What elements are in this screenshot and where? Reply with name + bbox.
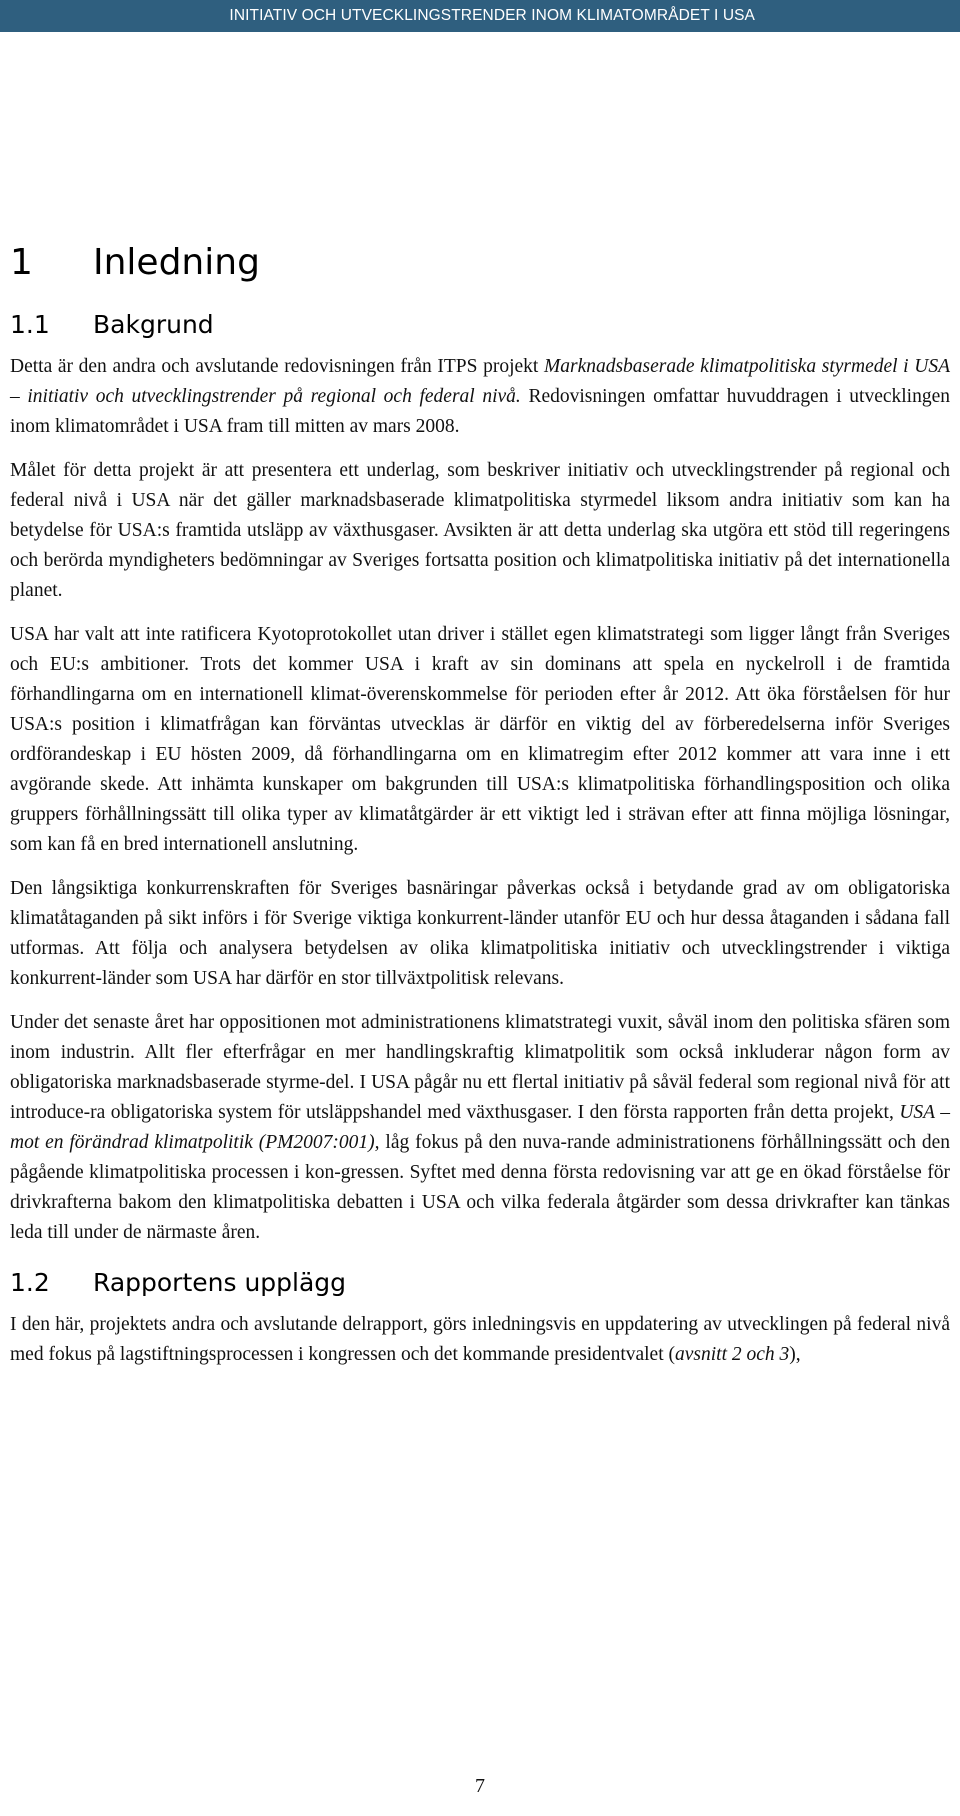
section-number: 1.1 <box>10 310 50 339</box>
section-heading-bakgrund <box>10 308 950 342</box>
paragraph-text: låg fokus på den nuva-rande administrationens förhållningssätt och den pågående klimatpolitiska processen i kon-gressen. Syftet med denna första redovisning var att ge en ökad förståelse för drivkrafterna bakom den klimatpolitiska debatten i USA och vilka federala åtgärder som dessa drivkrafter kan tänkas leda till under de närmaste åren. <box>10 1132 951 1243</box>
chapter-title: Inledning <box>93 242 260 283</box>
running-header-title: INITIATIV OCH UTVECKLINGSTRENDER INOM KLIMATOMRÅDET I USA <box>229 7 755 24</box>
page-content <box>10 240 950 1384</box>
section-reference-italic: avsnitt 2 och 3 <box>675 1344 790 1365</box>
paragraph-text: I den här, projektets andra och avslutande delrapport, görs inledningsvis en uppdatering av utvecklingen på federal nivå med fokus på lagstiftningsprocessen i kongressen och det kommande presidentvalet ( <box>10 1314 950 1365</box>
chapter-heading <box>10 240 950 286</box>
paragraph-text: Redovisningen omfattar huvuddragen i utvecklingen inom klimatområdet i USA fram till mitten av mars 2008. <box>10 386 950 437</box>
project-title-italic: Marknadsbaserade klimatpolitiska styrmedel i USA – initiativ och utvecklingstrender på regional och federal nivå. <box>10 356 950 407</box>
paragraph-text: Under det senaste året har oppositionen mot administrationens klimatstrategi vuxit, såväl inom den politiska sfären som inom industrin. Allt fler efterfrågar en mer handlingskraftig klimatpolitik som också inkluderar någon form av obligatoriska marknadsbaserade styrme-del. I USA pågår nu ett flertal initiativ på såväl federal som regional nivå för att introduce-ra obligatoriska system för utsläppshandel med växthusgaser. I den första rapporten från detta projekt, <box>10 1012 950 1123</box>
running-header-bar <box>0 0 960 32</box>
paragraph-3: USA har valt att inte ratificera Kyotoprotokollet utan driver i stället egen klimatstrategi som ligger långt från Sveriges och EU:s ambitioner. Trots det kommer USA i kraft av sin dominans att spela en nyckelroll i de framtida förhandlingarna om en internationell klimat-överenskommelse för perioden efter år 2012. Att öka förståelsen för hur USA:s position i klimatfrågan kan förväntas utvecklas är därför en viktig del av förberedelserna inför Sveriges ordförandeskap i EU hösten 2009, då förhandlingarna om en klimatregim efter 2012 kommer att vara inne i ett avgörande skede. Att inhämta kunskaper om bakgrunden till USA:s klimatpolitiska förhandlingsposition och olika gruppers förhållningssätt till olika typer av klimatåtgärder är ett viktigt led i strävan efter att finna möjliga lösningar, som kan få en bred internationell anslutning. <box>10 624 950 855</box>
paragraph-text: Detta är den andra och avslutande redovisningen från ITPS projekt <box>10 356 544 377</box>
paragraph-5 <box>10 1008 950 1248</box>
section-number: 1.2 <box>10 1268 50 1297</box>
paragraph-text: ), <box>789 1344 801 1365</box>
paragraph-6 <box>10 1310 950 1370</box>
chapter-number: 1 <box>10 242 33 283</box>
report-reference-italic: USA – mot en förändrad klimatpolitik (PM2007:001), <box>10 1102 950 1153</box>
page-number: 7 <box>475 1775 485 1797</box>
paragraph-1 <box>10 352 950 442</box>
section-title: Rapportens upplägg <box>93 1268 347 1297</box>
paragraph-2: Målet för detta projekt är att presentera ett underlag, som beskriver initiativ och utvecklingstrender på regional och federal nivå i USA när det gäller marknadsbaserade klimatpolitiska styrmedel liksom andra initiativ som kan ha betydelse för USA:s framtida utsläpp av växthusgaser. Avsikten är att detta underlag ska utgöra ett stöd till regeringens och berörda myndigheters bedömningar av Sveriges fortsatta position och klimatpolitiska initiativ på det internationella planet. <box>10 460 950 601</box>
paragraph-4: Den långsiktiga konkurrenskraften för Sveriges basnäringar påverkas också i betydande grad av om obligatoriska klimatåtaganden på sikt införs i för Sverige viktiga konkurrent-länder utanför EU och hur dessa åtaganden i sådana fall utformas. Att följa och analysera betydelsen av olika klimatpolitiska initiativ och utvecklingstrender i viktiga konkurrent-länder som USA har därför en stor tillväxtpolitisk relevans. <box>10 878 950 989</box>
section-heading-rapportens-upplagg <box>10 1266 950 1300</box>
section-title: Bakgrund <box>93 310 214 339</box>
